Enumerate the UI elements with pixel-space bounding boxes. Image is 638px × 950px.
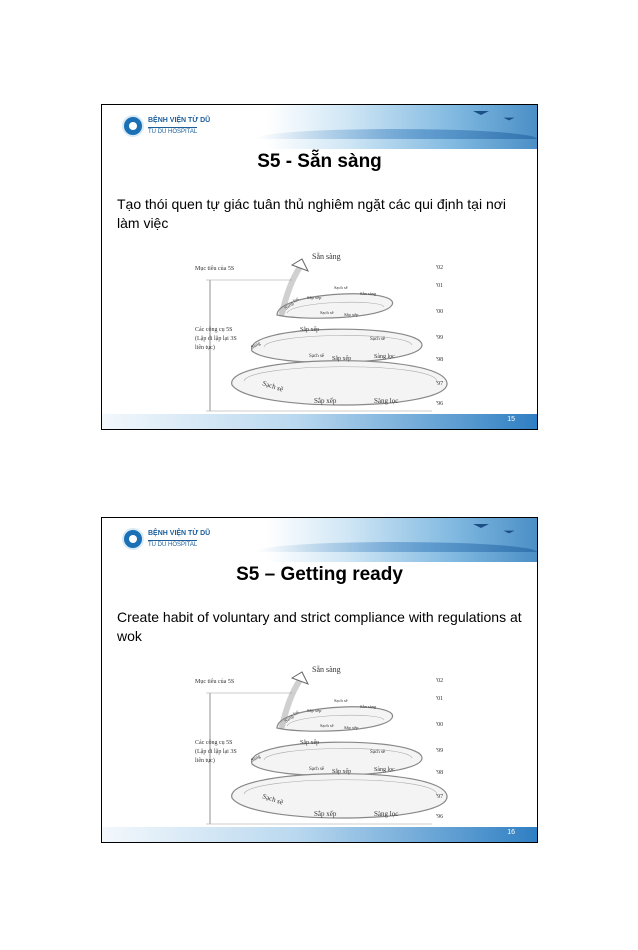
- ribbon-label: Sàng lọc: [284, 709, 301, 725]
- top-label: Sẵn sàng: [312, 252, 341, 261]
- bird-icon: [503, 531, 514, 534]
- page-number: 15: [507, 416, 515, 423]
- tools-label-line2: (Lặp đi lặp lại 3S: [195, 749, 237, 755]
- sky-banner: [267, 518, 537, 562]
- ribbon-label: Sắp xếp: [300, 327, 320, 333]
- slide-footer: [102, 827, 537, 842]
- ribbon-label: Sắp xếp: [307, 708, 322, 713]
- tools-label-line3: liên tục): [195, 345, 215, 351]
- year-label: '99: [436, 748, 444, 754]
- ribbon-label: Sắp xếp: [314, 397, 337, 405]
- ribbon-label: Sàng: [250, 341, 262, 351]
- ribbon-label: Sạch sẽ: [334, 698, 348, 703]
- ribbon-label: Sàng: [250, 754, 262, 764]
- ribbon-label: Sạch sẽ: [334, 285, 348, 290]
- slide-title: S5 - Sẵn sàng: [257, 151, 382, 172]
- sky-banner: [267, 105, 537, 149]
- ribbon-label: Sắp xếp: [314, 810, 337, 818]
- hospital-name: BỆNH VIỆN TỪ DŨ: [148, 117, 211, 124]
- year-label: '96: [436, 401, 444, 407]
- slide-15: [101, 104, 538, 430]
- year-label: '02: [436, 678, 444, 684]
- year-label: '99: [436, 335, 444, 341]
- year-label: '01: [436, 283, 444, 289]
- year-label: '96: [436, 814, 444, 820]
- slide-body: Tạo thói quen tự giác tuân thủ nghiêm ngặt các qui định tại nơi làm việc: [117, 196, 507, 231]
- year-label: '01: [436, 696, 444, 702]
- bird-icon: [473, 524, 489, 528]
- year-label: '97: [436, 381, 444, 387]
- ribbon-label: Sạch sẽ: [309, 767, 325, 772]
- bird-icon: [503, 118, 514, 121]
- bird-icon: [473, 111, 489, 115]
- ribbon-label: Sạch sẽ: [370, 337, 386, 342]
- top-label: Sẵn sàng: [312, 665, 341, 674]
- hospital-subtitle: TU DU HOSPITAL: [148, 542, 198, 548]
- tools-label-line1: Các công cụ 5S: [195, 740, 233, 746]
- slide-16: [101, 517, 538, 843]
- ribbon-label: Sàng lọc: [284, 296, 301, 312]
- year-label: '97: [436, 794, 444, 800]
- ribbon-label: Sàng lọc: [374, 397, 399, 405]
- year-label: '02: [436, 265, 444, 271]
- year-label: '98: [436, 357, 444, 363]
- ribbon-label: Sàng lọc: [374, 767, 395, 773]
- page-number: 16: [507, 829, 515, 836]
- tools-label-line3: liên tục): [195, 758, 215, 764]
- year-label: '00: [436, 722, 444, 728]
- 5s-spiral-diagram: [102, 656, 538, 828]
- ribbon-label: Sắp xếp: [332, 356, 352, 362]
- spiral-loop: [277, 294, 393, 318]
- slide-body: Create habit of voluntary and strict compliance with regulations at wok: [117, 609, 522, 644]
- slide-title: S5 – Getting ready: [236, 564, 403, 585]
- goal-label: Mục tiêu của 5S: [195, 266, 235, 272]
- slide-header: [102, 105, 537, 149]
- year-label: '98: [436, 770, 444, 776]
- hospital-logo-icon: [122, 528, 144, 550]
- ribbon-label: Sắp xếp: [300, 740, 320, 746]
- spiral-loop: [277, 707, 393, 731]
- ribbon-label: Sắp xếp: [307, 295, 322, 300]
- goal-label: Mục tiêu của 5S: [195, 679, 235, 685]
- ribbon-label: Sạch sẽ: [320, 723, 334, 728]
- ribbon-label: Sạch sẽ: [261, 792, 285, 807]
- tools-label-line1: Các công cụ 5S: [195, 327, 233, 333]
- ribbon-label: Sạch sẽ: [261, 379, 285, 394]
- ribbon-label: Sắp xếp: [344, 725, 359, 730]
- 5s-spiral-diagram: [102, 243, 538, 415]
- ribbon-label: Sạch sẽ: [309, 354, 325, 359]
- ribbon-label: Sạch sẽ: [320, 310, 334, 315]
- ribbon-label: Sạch sẽ: [370, 750, 386, 755]
- ribbon-label: Sẵn sàng: [360, 291, 377, 296]
- hospital-subtitle: TU DU HOSPITAL: [148, 129, 198, 135]
- tools-label-line2: (Lặp đi lặp lại 3S: [195, 336, 237, 342]
- year-label: '00: [436, 309, 444, 315]
- ribbon-label: Sàng lọc: [374, 810, 399, 818]
- slide-footer: [102, 414, 537, 429]
- ribbon-label: Sàng lọc: [374, 354, 395, 360]
- ribbon-label: Sẵn sàng: [360, 704, 377, 709]
- hospital-logo-icon: [122, 115, 144, 137]
- hospital-name: BỆNH VIỆN TỪ DŨ: [148, 530, 211, 537]
- ribbon-label: Sắp xếp: [344, 312, 359, 317]
- ribbon-label: Sắp xếp: [332, 769, 352, 775]
- slide-header: [102, 518, 537, 562]
